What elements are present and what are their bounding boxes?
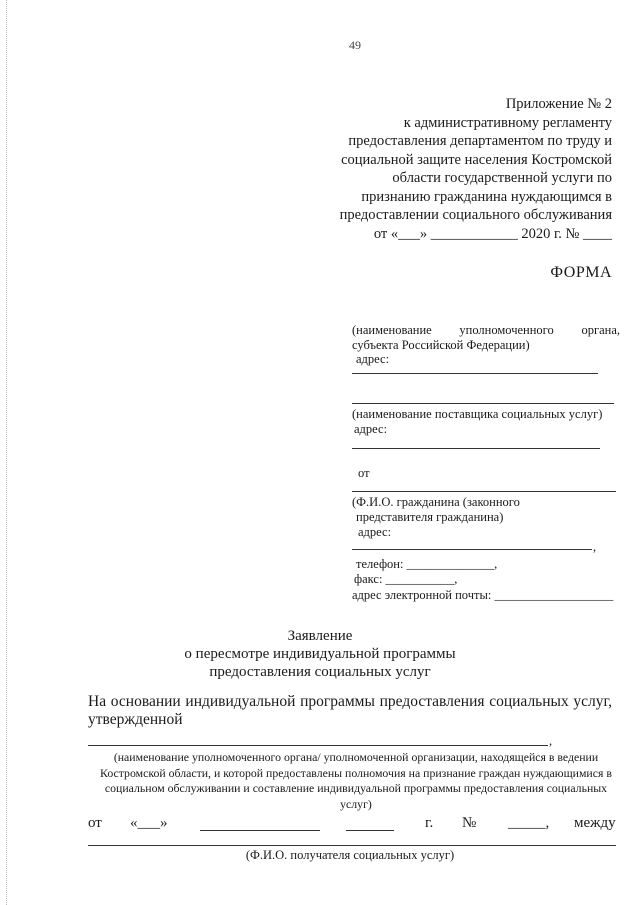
form-label: ФОРМА <box>550 264 612 281</box>
appendix-line: признанию гражданина нуждающимся в <box>361 188 612 205</box>
organization-line <box>88 745 548 746</box>
organization-note: (наименование уполномоченного органа/ уполномоченной организации, находящейся в ведении Костромской области, и которой предоставлены полномочия на признание граждан нуждающимися в социальном обслуживании и составление индивидуальной программы предоставления социальных услуг) <box>100 750 612 811</box>
date-month-line <box>200 830 320 831</box>
appendix-line: области государственной услуги по <box>392 170 612 186</box>
address-label: адрес: <box>354 422 388 436</box>
provider-label: (наименование поставщика социальных услуг) <box>352 407 603 421</box>
recipient-name-line <box>88 845 616 846</box>
date-year-line <box>346 830 394 831</box>
fax-label: факс: ___________, <box>354 572 458 586</box>
authority-label-1: (наименование уполномоченного органа, <box>352 323 620 337</box>
comma: , <box>549 734 553 748</box>
appendix-line: социальной защите населения Костромской <box>341 151 612 168</box>
appendix-line: Приложение № 2 <box>505 96 612 112</box>
citizen-name-line <box>352 491 616 492</box>
phone-label: телефон: ______________, <box>356 557 498 571</box>
from-label: от <box>358 466 370 480</box>
statement-subtitle: предоставления социальных услуг <box>209 664 431 680</box>
citizen-label-1: (Ф.И.О. гражданина (законного <box>352 495 520 509</box>
appendix-header <box>292 95 612 243</box>
statement-subtitle: о пересмотре индивидуальной программы <box>184 646 456 662</box>
number-sign: № <box>462 815 477 831</box>
page-edge-dots <box>6 0 7 905</box>
address-line <box>352 448 600 449</box>
address-label: адрес: <box>358 525 392 539</box>
date-from: от <box>88 815 102 831</box>
date-day: «___» <box>130 815 168 831</box>
recipient-note: (Ф.И.О. получателя социальных услуг) <box>245 848 455 862</box>
email-label: адрес электронной почты: ___________________ <box>352 588 614 602</box>
address-line <box>352 373 598 374</box>
address-line <box>352 549 592 550</box>
authority-label-2: субъекта Российской Федерации) <box>352 338 530 352</box>
provider-line <box>352 403 614 404</box>
appendix-line: от «___» ____________ 2020 г. № ____ <box>373 225 612 242</box>
page-number: 49 <box>349 38 361 52</box>
comma: , <box>593 540 597 554</box>
address-label: адрес: <box>356 352 390 366</box>
appendix-line: предоставления департаментом по труду и <box>348 133 612 149</box>
number-line: _____, <box>508 815 550 831</box>
between-word: между <box>574 815 616 831</box>
appendix-line: к административному регламенту <box>403 114 612 131</box>
year-abbrev: г. <box>425 815 434 831</box>
statement-title <box>0 627 640 681</box>
body-paragraph: На основании индивидуальной программы предоставления социальных услуг, утвержденной <box>88 693 612 728</box>
statement-heading: Заявление <box>287 628 353 644</box>
citizen-label-2: представителя гражданина) <box>356 510 504 524</box>
appendix-line: предоставлении социального обслуживания <box>339 207 612 223</box>
